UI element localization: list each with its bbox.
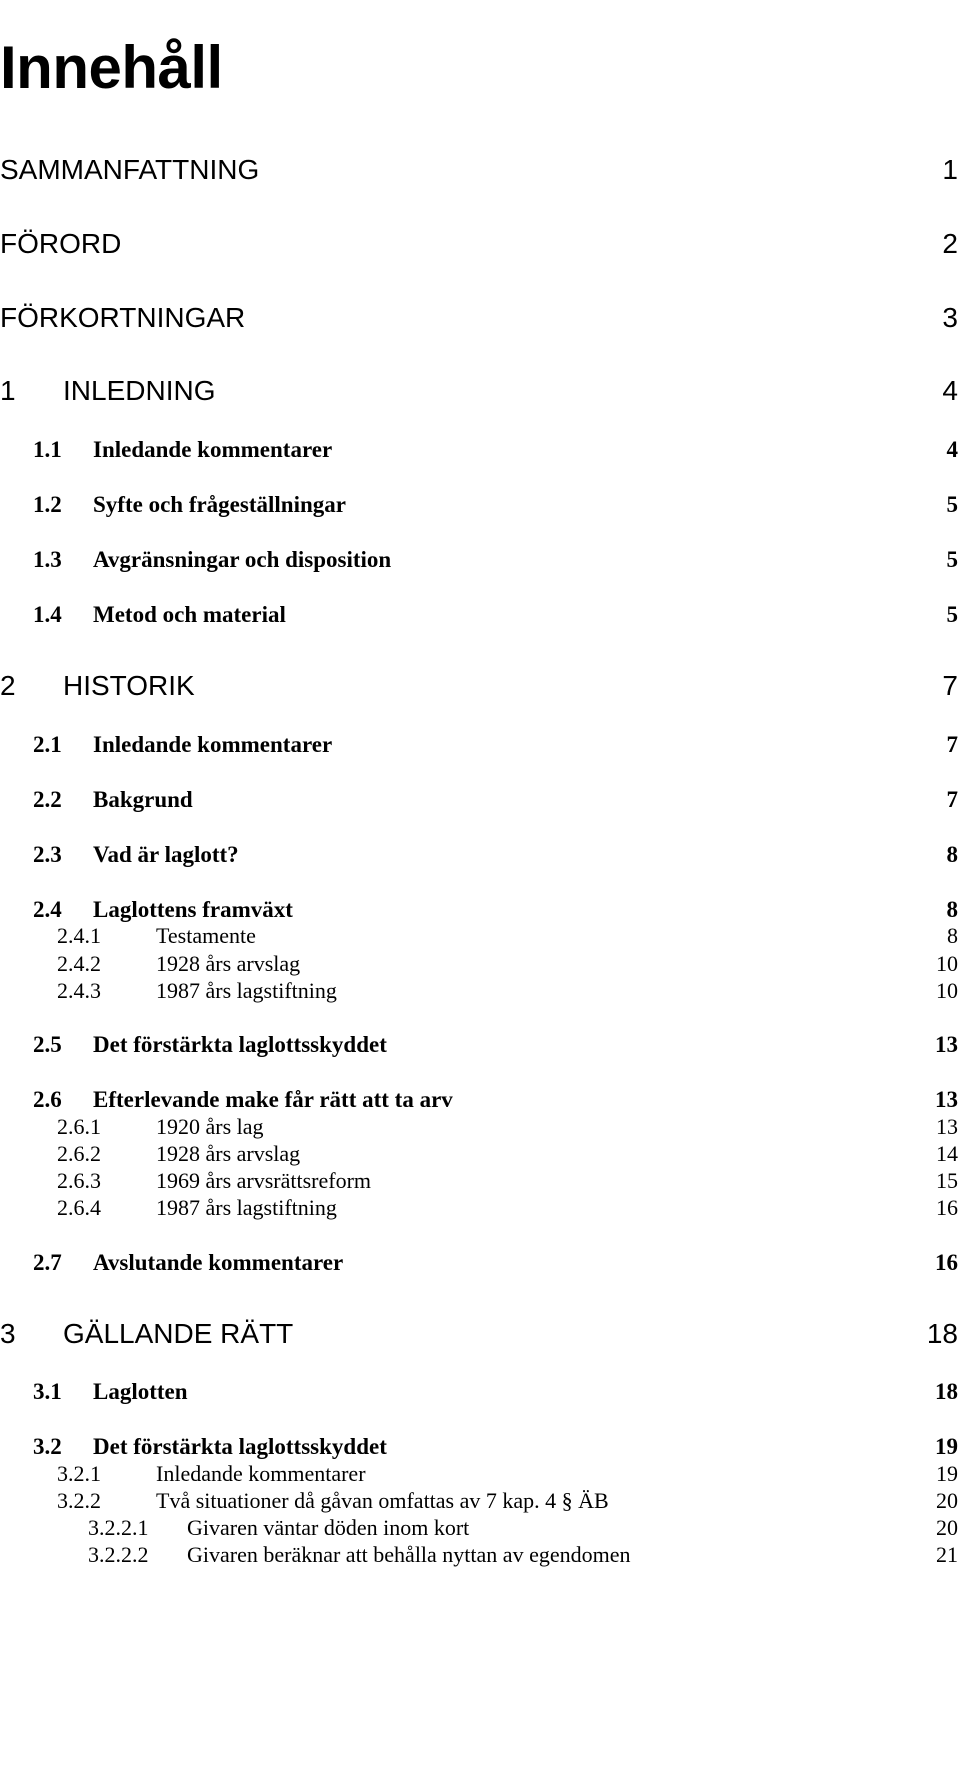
toc-entry-title: Inledande kommentarer — [93, 437, 333, 462]
toc-entry-title: INLEDNING — [63, 375, 216, 406]
toc-entry-page-number: 8 — [946, 897, 958, 922]
toc-entry-title: Givaren väntar döden inom kort — [187, 1515, 470, 1540]
toc-entry-title: 1928 års arvslag — [156, 951, 301, 976]
toc-entry-page-number: 10 — [936, 951, 958, 976]
toc-entry-number: 3 — [0, 1318, 16, 1349]
toc-entry-number: 3.2.2.1 — [88, 1515, 149, 1540]
toc-entry-title: FÖRKORTNINGAR — [0, 302, 246, 333]
toc-entry-number: 2.4.2 — [57, 951, 101, 976]
toc-entry-number: 1.4 — [33, 602, 62, 627]
toc-entry-number: 2.4.1 — [57, 923, 101, 948]
toc-entry-number: 3.1 — [33, 1379, 62, 1404]
toc-entry-title: Syfte och frågeställningar — [93, 492, 346, 517]
toc-entry-page-number: 18 — [926, 1318, 958, 1349]
toc-entry-page-number: 7 — [946, 732, 958, 757]
toc-entry-number: 2.6.3 — [57, 1168, 101, 1193]
toc-entry-title: Inledande kommentarer — [93, 732, 333, 757]
toc-entry-title: Avslutande kommentarer — [93, 1250, 344, 1275]
toc-entry-page-number: 7 — [946, 787, 958, 812]
toc-entry-number: 2.5 — [33, 1032, 62, 1057]
toc-entry-number: 1 — [0, 375, 16, 406]
toc-entry-page-number: 7 — [942, 670, 958, 701]
toc-entry-number: 2.4 — [33, 897, 62, 922]
toc-entry-number: 2.3 — [33, 842, 62, 867]
toc-entry-number: 3.2.1 — [57, 1461, 101, 1486]
toc-entry-title: Laglotten — [93, 1379, 188, 1404]
toc-entry-page-number: 4 — [942, 375, 958, 406]
toc-entry-title: GÄLLANDE RÄTT — [63, 1318, 294, 1349]
toc-entry-page-number: 14 — [936, 1141, 958, 1166]
toc-entry-title: Efterlevande make får rätt att ta arv — [93, 1087, 453, 1112]
toc-entry-page-number: 16 — [935, 1250, 958, 1275]
toc-entry-title: Laglottens framväxt — [93, 897, 293, 922]
toc-entry-number: 2.6.2 — [57, 1141, 101, 1166]
toc-entry-number: 2.7 — [33, 1250, 62, 1275]
toc-entry-page-number: 16 — [936, 1195, 958, 1220]
toc-entry-number: 2.6.4 — [57, 1195, 101, 1220]
page-title: Innehåll — [0, 34, 223, 102]
toc-entry-title: Testamente — [156, 923, 256, 948]
toc-entry-title: 1928 års arvslag — [156, 1141, 301, 1166]
toc-entry-title: Givaren beräknar att behålla nyttan av egendomen — [187, 1542, 631, 1567]
toc-entry-number: 3.2 — [33, 1434, 62, 1459]
toc-entry-title: 1969 års arvsrättsreform — [156, 1168, 372, 1193]
toc-entry-page-number: 19 — [936, 1461, 958, 1486]
toc-entry-title: 1987 års lagstiftning — [156, 1195, 337, 1220]
toc-entry-page-number: 21 — [936, 1542, 958, 1567]
toc-entry-title: 1987 års lagstiftning — [156, 978, 337, 1003]
toc-entry-number: 2.2 — [33, 787, 62, 812]
toc-entry-page-number: 20 — [936, 1515, 958, 1540]
toc-entry-title: Två situationer då gåvan omfattas av 7 kap. 4 § ÄB — [156, 1488, 609, 1513]
toc-entry-number: 2.6 — [33, 1087, 62, 1112]
toc-entry-number: 1.2 — [33, 492, 62, 517]
toc-entry-page-number: 18 — [935, 1379, 958, 1404]
toc-entry-number: 2.6.1 — [57, 1114, 101, 1139]
toc-entry-title: Det förstärkta laglottsskyddet — [93, 1032, 387, 1057]
toc-entry-number: 3.2.2.2 — [88, 1542, 149, 1567]
toc-entry-title: HISTORIK — [63, 670, 195, 701]
toc-entry-page-number: 15 — [936, 1168, 958, 1193]
toc-entry-page-number: 8 — [947, 923, 958, 948]
toc-entry-page-number: 2 — [942, 228, 958, 259]
toc-entry-title: Metod och material — [93, 602, 286, 627]
toc-entry-title: FÖRORD — [0, 228, 122, 259]
toc-entry-title: SAMMANFATTNING — [0, 154, 260, 185]
toc-entry-number: 1.1 — [33, 437, 62, 462]
toc-entry-page-number: 13 — [936, 1114, 958, 1139]
toc-entry-page-number: 20 — [936, 1488, 958, 1513]
toc-entry-page-number: 8 — [946, 842, 958, 867]
toc-entry-number: 2.4.3 — [57, 978, 101, 1003]
toc-entry-page-number: 13 — [935, 1032, 958, 1057]
toc-entry-page-number: 1 — [942, 154, 958, 185]
toc-entry-number: 2 — [0, 670, 16, 701]
toc-entry-number: 3.2.2 — [57, 1488, 101, 1513]
toc-entry-title: Vad är laglott? — [93, 842, 239, 867]
toc-entry-title: Det förstärkta laglottsskyddet — [93, 1434, 387, 1459]
toc-entry-page-number: 3 — [942, 302, 958, 333]
toc-entry-page-number: 4 — [946, 437, 958, 462]
toc-entry-number: 2.1 — [33, 732, 62, 757]
toc-entry-number: 1.3 — [33, 547, 62, 572]
toc-entry-title: Inledande kommentarer — [156, 1461, 366, 1486]
toc-entry-page-number: 5 — [946, 602, 958, 627]
toc-entry-title: Avgränsningar och disposition — [93, 547, 392, 572]
toc-entry-page-number: 5 — [946, 547, 958, 572]
toc-entry-page-number: 10 — [936, 978, 958, 1003]
toc-entry-page-number: 5 — [946, 492, 958, 517]
toc-entry-page-number: 13 — [935, 1087, 958, 1112]
toc-entry-title: 1920 års lag — [156, 1114, 264, 1139]
toc-entry-page-number: 19 — [935, 1434, 958, 1459]
toc-entry-title: Bakgrund — [93, 787, 193, 812]
